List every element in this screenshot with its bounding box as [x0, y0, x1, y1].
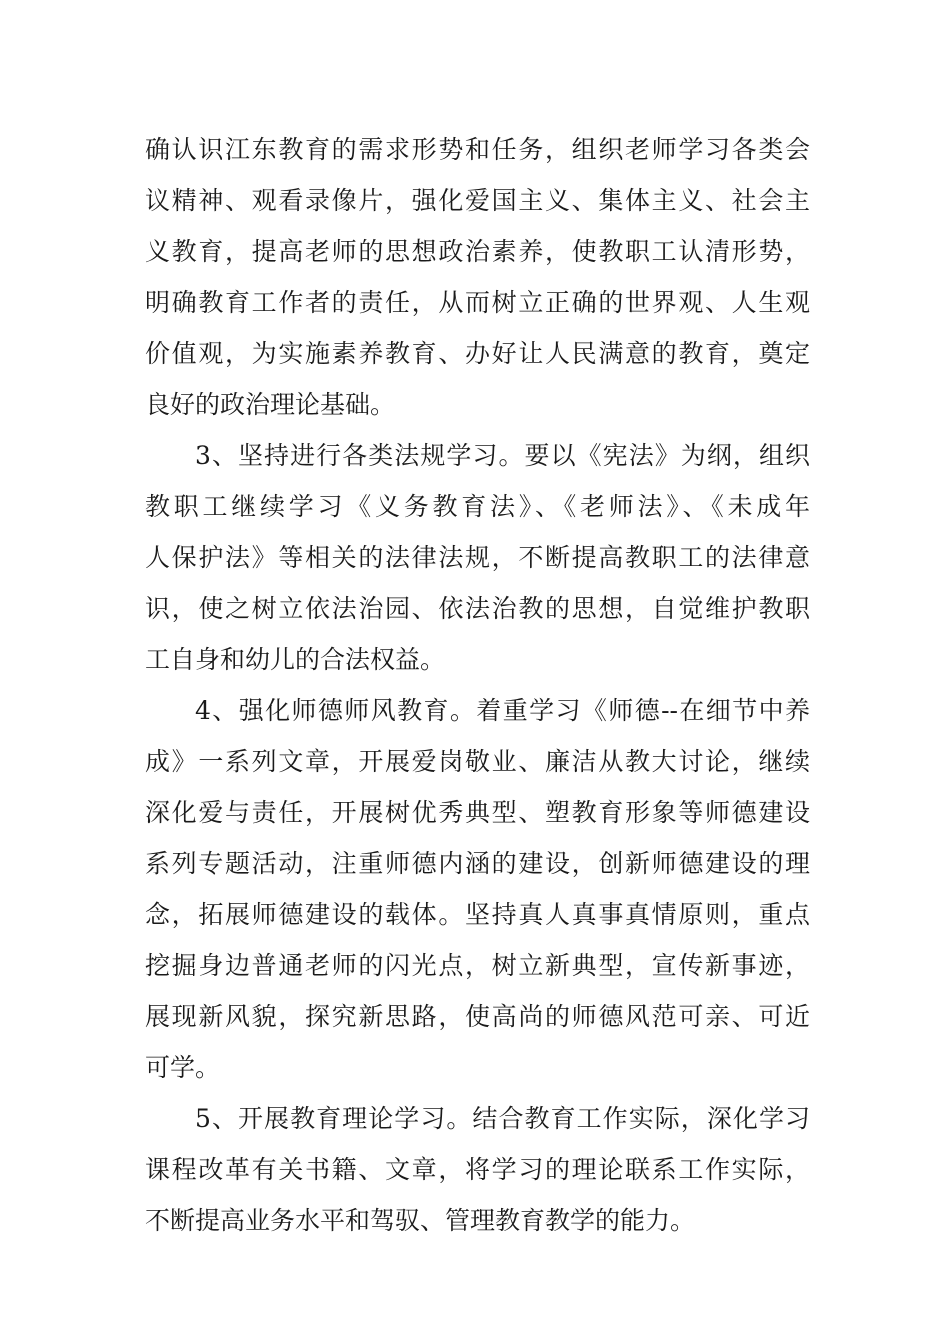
text-line: 系列专题活动，注重师德内涵的建设，创新师德建设的理	[145, 849, 810, 878]
text-line: 确认识江东教育的需求形势和任务，组织老师学习各类会	[145, 135, 810, 164]
text-line: 价值观，为实施素养教育、办好让人民满意的教育，奠定	[145, 339, 810, 368]
text-line: 良好的政治理论基础。	[145, 390, 396, 419]
text-line: 4、强化师德师风教育。着重学习《师德--在细节中养	[195, 696, 810, 725]
text-line: 识，使之树立依法治园、依法治教的思想，自觉维护教职	[145, 594, 810, 623]
text-line: 义教育，提高老师的思想政治素养，使教职工认清形势，	[145, 237, 810, 266]
text-line: 议精神、观看录像片，强化爱国主义、集体主义、社会主	[145, 186, 810, 215]
paragraph-law-study	[145, 430, 810, 685]
text-line: 工自身和幼儿的合法权益。	[145, 645, 446, 674]
paragraph-theory-study	[145, 1093, 810, 1246]
text-line: 3、坚持进行各类法规学习。要以《宪法》为纲，组织	[195, 441, 810, 470]
text-line: 人保护法》等相关的法律法规，不断提高教职工的法律意	[145, 543, 810, 572]
paragraph-intro-continued	[145, 124, 810, 430]
text-line: 成》一系列文章，开展爱岗敬业、廉洁从教大讨论，继续	[145, 747, 810, 776]
text-line: 明确教育工作者的责任，从而树立正确的世界观、人生观	[145, 288, 810, 317]
text-line: 挖掘身边普通老师的闪光点，树立新典型，宣传新事迹，	[145, 951, 810, 980]
text-line: 不断提高业务水平和驾驭、管理教育教学的能力。	[145, 1206, 696, 1235]
text-line: 展现新风貌，探究新思路，使高尚的师德风范可亲、可近	[145, 1002, 810, 1031]
paragraph-teacher-ethics	[145, 685, 810, 1093]
text-line: 可学。	[145, 1053, 221, 1082]
text-line: 5、开展教育理论学习。结合教育工作实际，深化学习	[195, 1104, 810, 1133]
text-line: 念，拓展师德建设的载体。坚持真人真事真情原则，重点	[145, 900, 810, 929]
text-line: 课程改革有关书籍、文章，将学习的理论联系工作实际，	[145, 1155, 810, 1184]
text-line: 教职工继续学习《义务教育法》、《老师法》、《未成年	[145, 492, 810, 521]
document-body	[145, 124, 810, 1246]
text-line: 深化爱与责任，开展树优秀典型、塑教育形象等师德建设	[145, 798, 810, 827]
